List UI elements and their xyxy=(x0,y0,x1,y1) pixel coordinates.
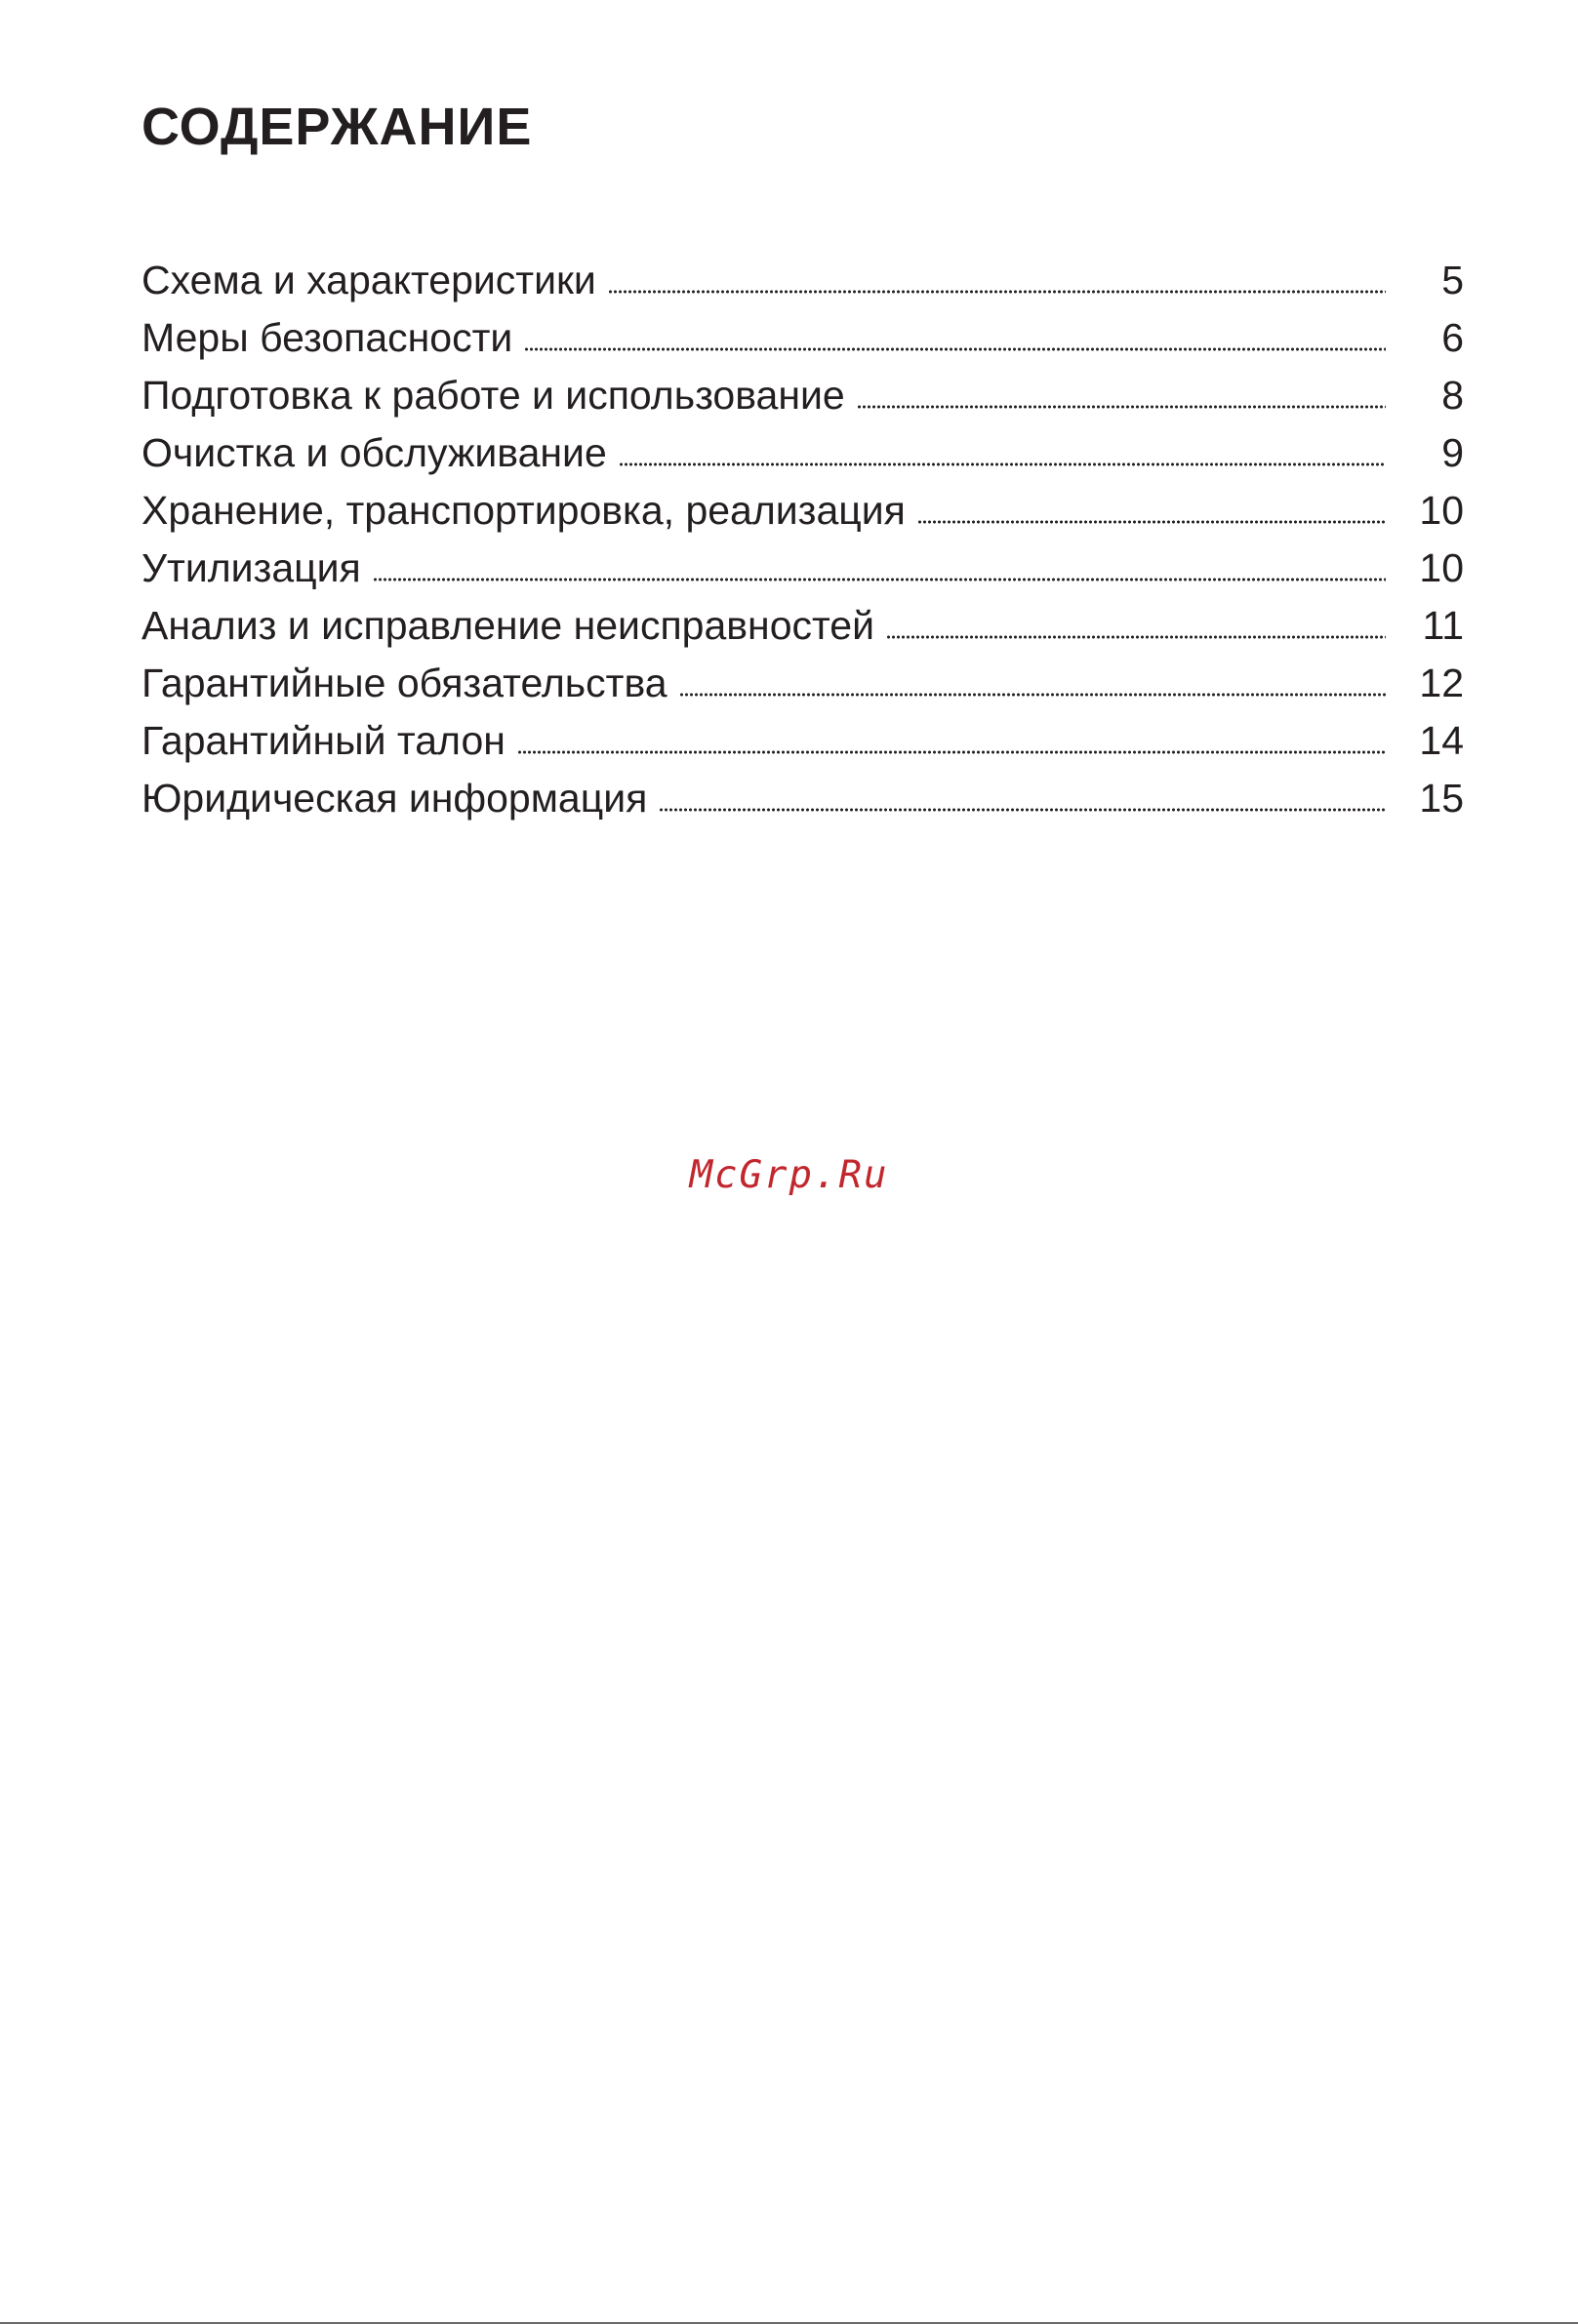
toc-entry-page: 10 xyxy=(1419,488,1464,533)
toc-entry[interactable] xyxy=(142,305,1464,363)
toc-entry-label: Хранение, транспортировка, реализация xyxy=(142,488,906,533)
dot-leader xyxy=(917,520,1386,524)
toc-entry-page: 11 xyxy=(1422,603,1464,648)
dot-leader xyxy=(679,693,1386,697)
dot-leader xyxy=(373,578,1386,581)
toc-entry[interactable] xyxy=(142,536,1464,593)
toc-entry[interactable] xyxy=(142,651,1464,708)
toc-entry-page: 10 xyxy=(1419,545,1464,590)
dot-leader xyxy=(524,347,1386,351)
toc-entry-page: 9 xyxy=(1441,430,1464,475)
dot-leader xyxy=(517,750,1386,754)
toc-entry[interactable] xyxy=(142,766,1464,823)
dot-leader xyxy=(857,405,1386,409)
toc-entry-label: Анализ и исправление неисправностей xyxy=(142,603,875,648)
toc-entry-label: Подготовка к работе и использование xyxy=(142,373,845,418)
table-of-contents xyxy=(142,248,1464,823)
toc-entry[interactable] xyxy=(142,421,1464,478)
toc-entry-label: Юридическая информация xyxy=(142,776,648,821)
toc-entry-page: 12 xyxy=(1419,661,1464,705)
toc-entry-page: 6 xyxy=(1441,315,1464,360)
toc-entry[interactable] xyxy=(142,248,1464,305)
dot-leader xyxy=(659,808,1386,812)
toc-entry[interactable] xyxy=(142,593,1464,651)
toc-entry-label: Гарантийные обязательства xyxy=(142,661,668,705)
dot-leader xyxy=(886,635,1386,639)
dot-leader xyxy=(619,462,1386,466)
toc-entry-page: 8 xyxy=(1441,373,1464,418)
page-title: СОДЕРЖАНИЕ xyxy=(142,98,533,156)
toc-entry-page: 14 xyxy=(1419,718,1464,763)
toc-entry[interactable] xyxy=(142,478,1464,536)
toc-entry-label: Гарантийный талон xyxy=(142,718,506,763)
toc-entry-label: Очистка и обслуживание xyxy=(142,430,607,475)
toc-entry-page: 5 xyxy=(1441,258,1464,302)
dot-leader xyxy=(608,290,1386,294)
toc-entry-label: Утилизация xyxy=(142,545,361,590)
toc-entry-label: Схема и характеристики xyxy=(142,258,596,302)
toc-entry-page: 15 xyxy=(1419,776,1464,821)
toc-entry-label: Меры безопасности xyxy=(142,315,513,360)
toc-entry[interactable] xyxy=(142,363,1464,421)
toc-entry[interactable] xyxy=(142,708,1464,766)
watermark-text: McGrp.Ru xyxy=(689,1153,889,1197)
